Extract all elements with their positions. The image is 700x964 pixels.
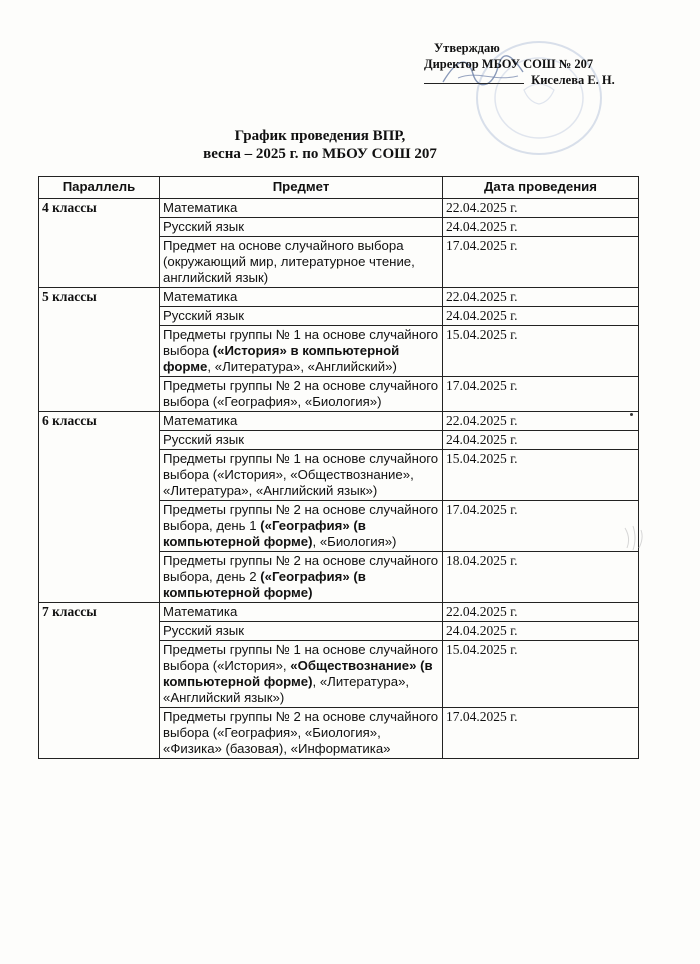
grade-cell: 6 классы bbox=[39, 412, 160, 603]
table-header-row bbox=[39, 177, 639, 199]
subject-cell bbox=[160, 552, 443, 603]
subject-text: Предметы группы № 1 на основе случайного выбора («История», bbox=[163, 642, 439, 673]
subject-text: Математика bbox=[163, 604, 238, 619]
date-cell: 15.04.2025 г. bbox=[443, 326, 639, 377]
signer-name: Киселева Е. Н. bbox=[531, 73, 615, 87]
table-row bbox=[39, 199, 639, 218]
subject-text: Русский язык bbox=[163, 623, 245, 638]
subject-text: Русский язык bbox=[163, 308, 245, 323]
title-line-2: весна – 2025 г. по МБОУ СОШ 207 bbox=[203, 146, 437, 162]
grade-cell: 4 классы bbox=[39, 199, 160, 288]
subject-text: Предмет на основе случайного выбора (окружающий мир, литературное чтение, английский язык) bbox=[163, 238, 415, 285]
subject-text: Математика bbox=[163, 413, 238, 428]
subject-text: Предметы группы № 2 на основе случайного выбора («География», «Биология», «Физика» (базовая), «Информатика» bbox=[163, 709, 439, 756]
signature-row bbox=[424, 72, 674, 88]
subject-text: Предметы группы № 2 на основе случайного выбора, день 1 bbox=[163, 502, 439, 533]
subject-cell bbox=[160, 237, 443, 288]
approval-block bbox=[424, 40, 674, 88]
table-row bbox=[39, 603, 639, 622]
subject-cell bbox=[160, 199, 443, 218]
date-cell: 15.04.2025 г. bbox=[443, 450, 639, 501]
subject-cell bbox=[160, 708, 443, 759]
date-cell: 24.04.2025 г. bbox=[443, 218, 639, 237]
subject-cell bbox=[160, 641, 443, 708]
subject-cell bbox=[160, 603, 443, 622]
subject-text-bold: «Обществознание» (в компьютерной форме) bbox=[163, 658, 433, 689]
subject-text: Математика bbox=[163, 289, 238, 304]
grade-cell: 5 классы bbox=[39, 288, 160, 412]
date-cell: 22.04.2025 г. bbox=[443, 603, 639, 622]
subject-text: Предметы группы № 2 на основе случайного выбора, день 2 bbox=[163, 553, 439, 584]
date-cell: 17.04.2025 г. bbox=[443, 501, 639, 552]
date-cell: 22.04.2025 г. bbox=[443, 412, 639, 431]
subject-text: Предметы группы № 1 на основе случайного выбора («История», «Обществознание», «Литература», «Английский язык») bbox=[163, 451, 439, 498]
subject-cell bbox=[160, 218, 443, 237]
date-cell: 22.04.2025 г. bbox=[443, 199, 639, 218]
date-cell: 17.04.2025 г. bbox=[443, 237, 639, 288]
subject-text-bold: («География» (в компьютерной форме) bbox=[163, 569, 366, 600]
subject-text: Русский язык bbox=[163, 432, 245, 447]
subject-text-bold: («География» (в компьютерной форме) bbox=[163, 518, 366, 549]
date-cell: 15.04.2025 г. bbox=[443, 641, 639, 708]
vpr-schedule-table bbox=[38, 176, 639, 759]
header-date: Дата проведения bbox=[443, 177, 639, 199]
header-subject: Предмет bbox=[160, 177, 443, 199]
subject-text: Предметы группы № 2 на основе случайного выбора («География», «Биология») bbox=[163, 378, 439, 409]
subject-cell bbox=[160, 412, 443, 431]
scan-smudge bbox=[615, 520, 655, 560]
subject-text: , «Литература», «Английский») bbox=[207, 359, 397, 374]
header-grade: Параллель bbox=[39, 177, 160, 199]
subject-cell bbox=[160, 326, 443, 377]
subject-text: , «Литература», «Английский язык») bbox=[163, 674, 410, 705]
date-cell: 22.04.2025 г. bbox=[443, 288, 639, 307]
subject-cell bbox=[160, 307, 443, 326]
subject-text-bold: («История» в компьютерной форме bbox=[163, 343, 400, 374]
subject-cell bbox=[160, 288, 443, 307]
subject-cell bbox=[160, 377, 443, 412]
subject-text: Математика bbox=[163, 200, 238, 215]
date-cell: 24.04.2025 г. bbox=[443, 622, 639, 641]
subject-text: , «Биология») bbox=[312, 534, 397, 549]
subject-cell bbox=[160, 431, 443, 450]
subject-text: Русский язык bbox=[163, 219, 245, 234]
ink-dot bbox=[630, 413, 633, 416]
date-cell: 24.04.2025 г. bbox=[443, 431, 639, 450]
approval-heading: Утверждаю bbox=[434, 41, 500, 55]
subject-cell bbox=[160, 622, 443, 641]
date-cell: 17.04.2025 г. bbox=[443, 377, 639, 412]
date-cell: 24.04.2025 г. bbox=[443, 307, 639, 326]
date-cell: 18.04.2025 г. bbox=[443, 552, 639, 603]
signature-line bbox=[424, 73, 524, 84]
title-line-1: График проведения ВПР, bbox=[234, 128, 406, 144]
table-row bbox=[39, 288, 639, 307]
table-body bbox=[39, 199, 639, 759]
subject-cell bbox=[160, 501, 443, 552]
grade-cell: 7 классы bbox=[39, 603, 160, 759]
table-row bbox=[39, 412, 639, 431]
approval-position: Директор МБОУ СОШ № 207 bbox=[424, 57, 594, 71]
date-cell: 17.04.2025 г. bbox=[443, 708, 639, 759]
document-title bbox=[0, 127, 640, 163]
subject-cell bbox=[160, 450, 443, 501]
subject-text: Предметы группы № 1 на основе случайного выбора bbox=[163, 327, 439, 358]
